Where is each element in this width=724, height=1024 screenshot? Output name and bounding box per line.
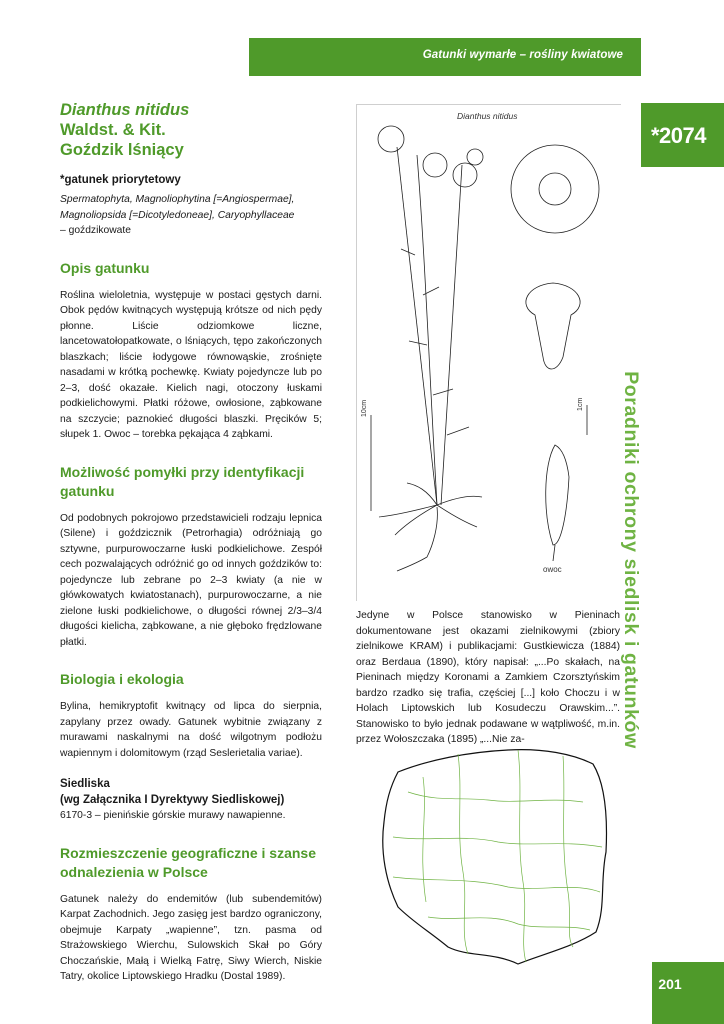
distribution-heading: Rozmieszczenie geograficzne i szanse odnalezienia w Polsce <box>60 844 316 880</box>
right-column <box>356 608 620 748</box>
species-latin-name: Dianthus nitidus <box>60 101 190 119</box>
vertical-series-title: Poradniki ochrony siedlisk i gatunków <box>620 371 642 749</box>
poland-map-drawing <box>368 742 614 970</box>
species-illustration <box>356 104 621 601</box>
biology-heading: Biologia i ekologia <box>60 671 184 687</box>
distribution-text: Gatunek należy do endemitów (lub subendemitów) Karpat Zachodnich. Jego zasięg jest bardzo ograniczony, obejmuje Karpaty „wapienne”, tzn. pasma od Strażowskiego Wierchu, Sulowskich Skał po Góry Choczańskie, Małą i Wielką Fatrę, Siwy Wierch, Niskie Tatry, okolice Liptowskiego Hradku (Dostal 1989). <box>60 893 322 982</box>
biology-text: Bylina, hemikryptofit kwitnący od lipca do sierpnia, zapylany przez owady. Gatunek wybitnie związany z murawami naskalnymi na dość wilgotnym podłożu wapiennym i dolomitowym (rząd Seslerietalia variae). <box>60 701 322 759</box>
habitats-heading-line-2: (wg Załącznika I Dyrektywy Siedliskowej) <box>60 793 285 806</box>
species-polish-name: Goździk lśniący <box>60 141 184 159</box>
habitats-heading <box>60 777 322 808</box>
habitats-text: 6170-3 – pienińskie górskie murawy nawapienne. <box>60 810 286 821</box>
taxonomy-line-3: – goździkowate <box>60 225 131 236</box>
scale-plant-label: 10cm <box>361 399 368 417</box>
taxonomy <box>60 192 322 239</box>
running-header <box>249 38 641 76</box>
scale-detail-label: 1cm <box>577 397 584 411</box>
taxonomy-line-2: Magnoliopsida [=Dicotyledoneae], Caryophyllaceae <box>60 209 295 221</box>
species-code: *2074 <box>650 123 706 148</box>
figure-title: Dianthus nitidus <box>457 111 518 121</box>
species-code-tab <box>641 103 724 167</box>
plant-drawing <box>357 105 621 601</box>
species-authors: Waldst. & Kit. <box>60 121 166 139</box>
priority-label: *gatunek priorytetowy <box>60 174 181 186</box>
distribution-map <box>368 742 614 970</box>
page-number: 201 <box>658 976 682 992</box>
taxonomy-line-1: Spermatophyta, Magnoliophytina [=Angiospermae], <box>60 194 295 205</box>
habitats-heading-line-1: Siedliska <box>60 778 110 790</box>
description-text: Roślina wieloletnia, występuje w postaci gęstych darni. Obok pędów kwitnących występują krótsze od nich pędy płonne. Liście odziomkowe liczne, lancetowatołopatkowate, o lśniących, tępo zakończonych blaszkach; liście łodygowe równowąskie, zrośnięte nasadami w krótką pochewkę. Kwiaty pojedyncze lub po 2–3, dość okazałe. Kielich nagi, otoczony łuskami podkielichowymi. Płatki różowe, owłosione, ząbkowane na szczycie; paznokieć długości blaszki. Pręcików 5; słupek 1. Owoc – torebka pękająca 4 ząbkami. <box>60 289 322 440</box>
right-column-text: Jedyne w Polsce stanowisko w Pieninach dokumentowane jest okazami zielnikowymi (zbiory zielnikowe KRAM) i publikacjami: Gustkiewicza (1884) oraz Berdaua (1890), który napisał: „...Po skałach, na Pieninach między Koronami a Zamkiem Czorsztyńskim bardzo rzadko się trafia, częściej [...] koło Choczu i w Holach Liptowskich lub Kosudeczu Orawskim...”. Stanowisko to było jednak podawane w wątpliwość, m.in. przez Wołoszczaka (1895) „...Nie za- <box>356 610 620 745</box>
confusion-heading: Możliwość pomyłki przy identyfikacji gatunku <box>60 463 305 499</box>
confusion-text: Od podobnych pokrojowo przedstawicieli rodzaju lepnica (Silene) i goździcznik (Petrorhagia) odróżniają go sztywne, purpurowoczarne łuski podkielichowe. Zespół cech pozwalających odróżnić go od innych goździków to: pojedyncze lub zebrane po 2–3 kwiaty (a nie w główkowatych kwiatostanach), purpurowoczarne, a nie zielone łuski podkielichowe, o długości równej 2/3–3/4 długości kielicha, ząbkowane, a nie głęboko frędzlowane płatki. <box>60 512 322 648</box>
fruit-label: owoc <box>543 565 562 574</box>
page-number-tab <box>652 962 724 1024</box>
left-column <box>60 100 322 985</box>
description-heading: Opis gatunku <box>60 259 150 276</box>
running-header-title: Gatunki wymarłe – rośliny kwiatowe <box>422 49 623 61</box>
